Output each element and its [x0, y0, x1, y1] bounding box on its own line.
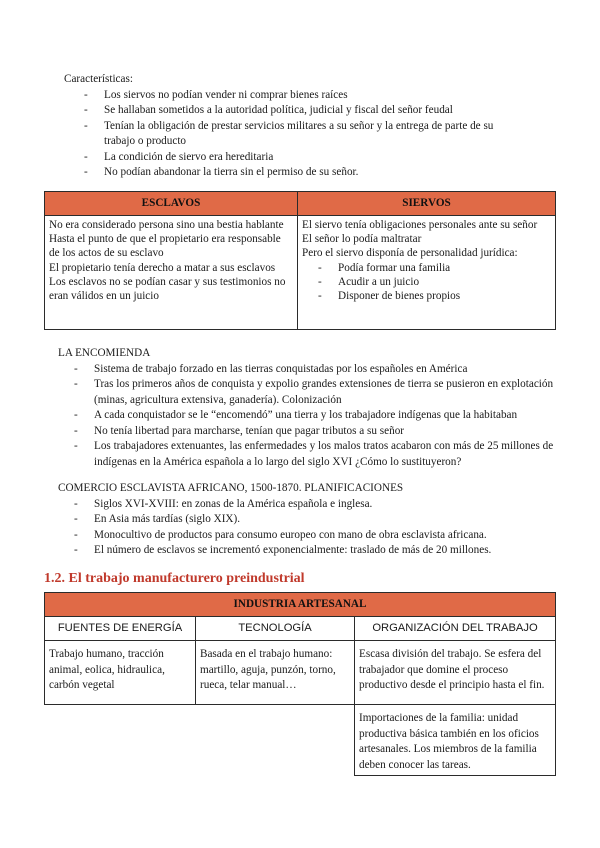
industria-header: INDUSTRIA ARTESANAL	[45, 593, 556, 617]
list-item: - Se hallaban sometidos a la autoridad política, judicial y fiscal del señor feudal	[82, 103, 544, 119]
list-item: - En Asia más tardías (siglo XIX).	[72, 512, 558, 528]
esclavos-siervos-table	[44, 191, 556, 330]
fuentes-header: FUENTES DE ENERGÍA	[45, 617, 196, 641]
comercio-block	[58, 481, 558, 559]
esclavos-line: Hasta el punto de que el propietario era responsable de los actos de su esclavo	[49, 233, 281, 260]
list-item: - No tenía libertad para marcharse, tenían que pagar tributos a su señor	[72, 424, 558, 440]
list-item: - Monocultivo de productos para consumo europeo con mano de obra esclavista africana.	[72, 528, 558, 544]
siervos-cell	[298, 216, 556, 330]
list-item: - Siglos XVI-XVIII: en zonas de la América española e inglesa.	[72, 497, 558, 513]
section-title: 1.2. El trabajo manufacturero preindustrial	[44, 571, 305, 586]
list-item: - Podía formar una familia	[302, 261, 551, 275]
siervos-line: Pero el siervo disponía de personalidad jurídica:	[302, 247, 518, 260]
list-item: - La condición de siervo era hereditaria	[82, 150, 544, 166]
siervos-line: El señor lo podía maltratar	[302, 233, 422, 246]
siervos-line: El siervo tenía obligaciones personales ante su señor	[302, 219, 538, 231]
list-item: - Los trabajadores extenuantes, las enfermedades y los malos tratos acabaron con más de 25 millones de indígenas en la América española a lo largo del siglo XVI ¿Cómo lo sustituyeron?	[72, 439, 558, 470]
esclavos-header: ESCLAVOS	[45, 192, 298, 216]
list-item: - Tras los primeros años de conquista y expolio grandes extensiones de tierra se pusieron en explotación (minas, agricultura extensiva, ganadería). Colonización	[72, 377, 558, 408]
organizacion-header: ORGANIZACIÓN DEL TRABAJO	[355, 617, 556, 641]
esclavos-cell	[45, 216, 298, 330]
encomienda-title: LA ENCOMIENDA	[58, 347, 151, 359]
list-item: - Tenían la obligación de prestar servicios militares a su señor y la entrega de parte de su trabajo o producto	[82, 119, 544, 150]
siervos-sublist	[302, 261, 551, 304]
siervos-header: SIERVOS	[298, 192, 556, 216]
caracteristicas-list	[82, 88, 544, 181]
list-item: - No podían abandonar la tierra sin el permiso de su señor.	[82, 165, 544, 181]
fuentes-cell: Trabajo humano, tracción animal, eolica, hidraulica, carbón vegetal	[45, 641, 196, 705]
esclavos-line: El propietario tenía derecho a matar a sus esclavos	[49, 261, 276, 274]
organizacion-cell-1: Escasa división del trabajo. Se esfera del trabajador que domine el proceso productivo desde el principio hasta el fin.	[355, 641, 556, 705]
esclavos-line: No era considerado persona sino una bestia hablante	[49, 219, 284, 231]
encomienda-block	[58, 346, 558, 470]
list-item: - Sistema de trabajo forzado en las tierras conquistadas por los españoles en América	[72, 362, 558, 378]
caracteristicas-title: Características:	[64, 73, 133, 85]
industria-table	[44, 592, 556, 776]
list-item: - Los siervos no podían vender ni comprar bienes raíces	[82, 88, 544, 104]
list-item: - El número de esclavos se incrementó exponencialmente: traslado de más de 20 millones.	[72, 543, 558, 559]
tecnologia-header: TECNOLOGÍA	[196, 617, 355, 641]
tecnologia-cell: Basada en el trabajo humano: martillo, aguja, punzón, torno, rueca, telar manual…	[196, 641, 355, 705]
caracteristicas-block	[64, 72, 544, 181]
esclavos-line: Los esclavos no se podían casar y sus testimonios no eran válidos en un juicio	[49, 275, 286, 303]
list-item: - Disponer de bienes propios	[302, 289, 551, 303]
comercio-list	[72, 497, 558, 559]
comercio-title: COMERCIO ESCLAVISTA AFRICANO, 1500-1870. PLANIFICACIONES	[58, 482, 404, 494]
list-item: - Acudir a un juicio	[302, 275, 551, 289]
organizacion-cell-2: Importaciones de la familia: unidad productiva básica también en los oficios artesanales. Los miembros de la familia deben conocer las tareas.	[355, 705, 556, 776]
encomienda-list	[72, 362, 558, 471]
empty-cell	[45, 705, 196, 776]
empty-cell	[196, 705, 355, 776]
list-item: - A cada conquistador se le “encomendó” una tierra y los trabajadore indígenas que la habitaban	[72, 408, 558, 424]
